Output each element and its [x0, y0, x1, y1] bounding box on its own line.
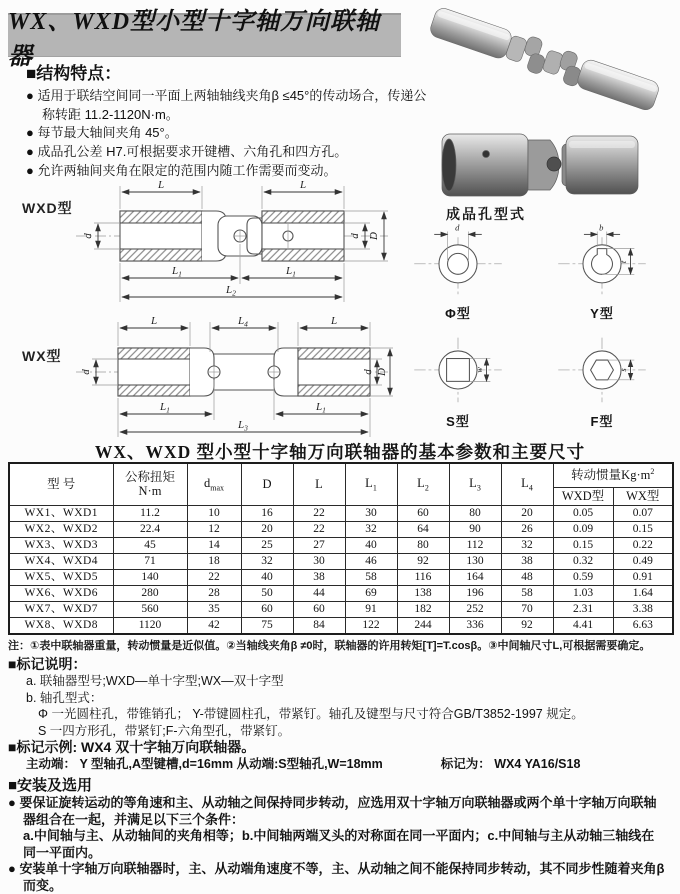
table-row [9, 617, 673, 634]
cell-L2: 80 [397, 537, 449, 553]
col-header-L1: $L_1$ [345, 463, 397, 505]
cell-L3: 164 [449, 569, 501, 585]
cell-inertia-wxd: 1.03 [553, 585, 613, 601]
hole-y-dim-t: t [617, 260, 628, 264]
wxd-dim-L1-right: $L_1$ [286, 265, 296, 279]
cell-model: WX2、WXD2 [9, 521, 113, 537]
cell-model: WX5、WXD5 [9, 569, 113, 585]
cell-dmax: 10 [187, 505, 241, 521]
cell-L1: 122 [345, 617, 397, 634]
marking-line-b1: Φ 一光圆柱孔，带锥销孔； Y-带键圆柱孔，带紧钉。轴孔及键型与尺寸符合GB/T3852-1997 规定。 [38, 707, 584, 721]
wx-drawing [48, 308, 393, 440]
features-section [26, 59, 432, 181]
cell-L4: 58 [501, 585, 553, 601]
wx-dim-L3: $L_3$ [238, 419, 248, 433]
hole-f-dim-s: s [617, 368, 628, 372]
marking-heading: ■标记说明： [8, 656, 87, 672]
install-heading: ■安装及选用 [8, 777, 93, 794]
marking-example-mark: 标记为： WX4 YA16/S18 [440, 757, 581, 771]
cell-inertia-wxd: 0.15 [553, 537, 613, 553]
hole-y-dim-b: b [599, 222, 604, 233]
table-row [9, 601, 673, 617]
cell-L1: 69 [345, 585, 397, 601]
col-header-inertia-wx: WX型 [613, 487, 673, 505]
col-header-L2: $L_2$ [397, 463, 449, 505]
col-header-torque: 公称扭矩 N·m [113, 463, 187, 505]
cell-inertia-wx: 0.15 [613, 521, 673, 537]
wxd-dim-L-right: L [300, 179, 307, 191]
page-title: WX、WXD型小型十字轴万向联轴器 [8, 8, 381, 70]
cell-L: 30 [293, 553, 345, 569]
cell-torque: 11.2 [113, 505, 187, 521]
cell-L4: 38 [501, 553, 553, 569]
hole-types-grid [386, 222, 674, 430]
cell-L4: 70 [501, 601, 553, 617]
hole-y-label: Y型 [590, 306, 614, 321]
col-header-inertia: 转动惯量$Kg\cdot m^2$ [553, 463, 673, 487]
cell-D: 50 [241, 585, 293, 601]
cell-dmax: 18 [187, 553, 241, 569]
cell-model: WX7、WXD7 [9, 601, 113, 617]
cell-inertia-wxd: 0.05 [553, 505, 613, 521]
cell-torque: 45 [113, 537, 187, 553]
wxd-dim-d-right: d [349, 233, 361, 239]
hole-types-heading: 成品孔型式 [446, 206, 526, 222]
marking-section [8, 656, 672, 773]
cell-inertia-wxd: 4.41 [553, 617, 613, 634]
cell-L4: 26 [501, 521, 553, 537]
product-photo-single-joint [438, 124, 643, 206]
cell-inertia-wxd: 0.32 [553, 553, 613, 569]
wxd-drawing-label: WXD型 [22, 200, 73, 216]
cell-L4: 20 [501, 505, 553, 521]
cell-L: 22 [293, 505, 345, 521]
cell-model: WX3、WXD3 [9, 537, 113, 553]
cell-D: 40 [241, 569, 293, 585]
feature-item: ● 适用于联结空间同一平面上两轴轴线夹角β ≤45°的传动场合，传递公称转距 11.2-1120N·m。 [26, 88, 427, 122]
col-header-dmax: $d_{max}$ [187, 463, 241, 505]
table-row [9, 553, 673, 569]
table-row [9, 521, 673, 537]
cell-inertia-wx: 3.38 [613, 601, 673, 617]
cell-L3: 252 [449, 601, 501, 617]
col-header-inertia-wxd: WXD型 [553, 487, 613, 505]
hole-type-y [530, 222, 674, 322]
cell-inertia-wx: 6.63 [613, 617, 673, 634]
cell-L2: 244 [397, 617, 449, 634]
table-note: 注：①表中联轴器重量，转动惯量是近似值。②当轴线夹角β ≠0时，联轴器的许用转矩[T]=T.cosβ。③中间轴尺寸L,可根据需要确定。 [8, 640, 651, 652]
cell-dmax: 12 [187, 521, 241, 537]
wx-drawing-label: WX型 [22, 348, 62, 364]
cell-D: 20 [241, 521, 293, 537]
wx-dim-L1-left: $L_1$ [160, 401, 170, 415]
cell-L: 38 [293, 569, 345, 585]
cell-L4: 92 [501, 617, 553, 634]
hole-phi-dim: d [455, 222, 460, 233]
hole-f-diagram [552, 330, 652, 408]
cell-L1: 58 [345, 569, 397, 585]
marking-example-line: 主动端： Y 型轴孔,A型键槽,d=16mm 从动端:S型轴孔,W=18mm [26, 757, 383, 771]
install-section [8, 777, 666, 894]
cell-inertia-wxd: 0.09 [553, 521, 613, 537]
cell-dmax: 22 [187, 569, 241, 585]
cell-inertia-wx: 0.91 [613, 569, 673, 585]
table-row [9, 537, 673, 553]
feature-item: ● 允许两轴间夹角在限定的范围内随工作需要而变动。 [26, 162, 337, 178]
cell-torque: 140 [113, 569, 187, 585]
hole-type-s [386, 330, 530, 430]
hole-f-label: F型 [590, 414, 614, 429]
col-header-L4: $L_4$ [501, 463, 553, 505]
feature-item: ● 成品孔公差 H7.可根据要求开键槽、六角孔和四方孔。 [26, 144, 348, 160]
cell-D: 32 [241, 553, 293, 569]
cell-L: 44 [293, 585, 345, 601]
feature-item: ● 每节最大轴间夹角 45°。 [26, 125, 178, 141]
cell-D: 25 [241, 537, 293, 553]
cell-dmax: 42 [187, 617, 241, 634]
cell-dmax: 28 [187, 585, 241, 601]
cell-L2: 64 [397, 521, 449, 537]
cell-L2: 60 [397, 505, 449, 521]
wxd-dim-D: D [368, 232, 380, 240]
table-row [9, 505, 673, 521]
table-header-row [9, 463, 673, 487]
cell-model: WX4、WXD4 [9, 553, 113, 569]
cell-inertia-wx: 0.22 [613, 537, 673, 553]
cell-L3: 196 [449, 585, 501, 601]
install-item: ● 要保证旋转运动的等角速和主、从动轴之间保持同步转动，应选用双十字轴万向联轴器或两个单十字轴万向联轴器组合在一起，并满足以下三个条件： [8, 795, 657, 827]
cell-D: 16 [241, 505, 293, 521]
cell-inertia-wxd: 2.31 [553, 601, 613, 617]
cell-L3: 112 [449, 537, 501, 553]
col-header-model: 型 号 [9, 463, 113, 505]
cell-L: 22 [293, 521, 345, 537]
cell-L3: 130 [449, 553, 501, 569]
cell-L2: 116 [397, 569, 449, 585]
col-header-L: L [293, 463, 345, 505]
wx-dim-L-left: L [151, 315, 158, 327]
cell-dmax: 14 [187, 537, 241, 553]
cell-L4: 32 [501, 537, 553, 553]
cell-torque: 280 [113, 585, 187, 601]
cell-L2: 92 [397, 553, 449, 569]
wxd-dim-L1-left: $L_1$ [172, 265, 182, 279]
cell-L2: 182 [397, 601, 449, 617]
marking-example-heading: ■标记示例: WX4 双十字轴万向联轴器。 [8, 739, 256, 755]
marking-line-b: b. 轴孔型式： [26, 690, 103, 705]
hole-s-label: S型 [446, 414, 470, 429]
cell-model: WX1、WXD1 [9, 505, 113, 521]
marking-line-b2: S 一四方形孔，带紧钉;F-六角型孔，带紧钉。 [38, 723, 291, 738]
cell-D: 75 [241, 617, 293, 634]
wxd-dim-L-left: L [158, 179, 165, 191]
install-item: ● 安装单十字轴万向联轴器时，主、从动端角速度不等，主、从动轴之间不能保持同步转动，其不同步性随着夹角β而变。 [8, 861, 665, 893]
cell-L: 60 [293, 601, 345, 617]
wx-dim-L4: $L_4$ [238, 315, 248, 329]
cell-model: WX6、WXD6 [9, 585, 113, 601]
page-title-bar [8, 8, 401, 70]
cell-dmax: 35 [187, 601, 241, 617]
marking-example-row [8, 756, 672, 773]
wx-dim-d-right: d [362, 369, 374, 375]
cell-L3: 80 [449, 505, 501, 521]
cell-L2: 138 [397, 585, 449, 601]
cell-L: 84 [293, 617, 345, 634]
cell-L1: 40 [345, 537, 397, 553]
col-header-D: D [241, 463, 293, 505]
cell-L1: 91 [345, 601, 397, 617]
install-item-conditions: a.中间轴与主、从动轴间的夹角相等；b.中间轴两端叉头的对称面在同一平面内；c.中间轴与主从动轴三轴线在同一平面内。 [23, 828, 655, 860]
wxd-dim-L2: $L_2$ [226, 284, 236, 298]
cell-model: WX8、WXD8 [9, 617, 113, 634]
wxd-dim-d-left: d [82, 233, 94, 239]
hole-type-phi [386, 222, 530, 322]
cell-D: 60 [241, 601, 293, 617]
cell-L1: 30 [345, 505, 397, 521]
parameters-table [8, 462, 674, 635]
product-photo-double-joint [428, 2, 673, 124]
hole-s-dim-w: w [473, 367, 484, 373]
wx-dim-L-right: L [331, 315, 338, 327]
hole-phi-label: Φ型 [445, 306, 471, 321]
cell-L4: 48 [501, 569, 553, 585]
cell-L1: 46 [345, 553, 397, 569]
wxd-drawing [48, 166, 393, 311]
cell-torque: 22.4 [113, 521, 187, 537]
hole-y-diagram [552, 222, 652, 300]
cell-inertia-wx: 0.49 [613, 553, 673, 569]
hole-phi-diagram [408, 222, 508, 300]
table-title: WX、WXD 型小型十字轴万向联轴器的基本参数和主要尺寸 [94, 442, 586, 462]
cell-torque: 71 [113, 553, 187, 569]
hole-s-diagram [408, 330, 508, 408]
cell-inertia-wxd: 0.59 [553, 569, 613, 585]
cell-inertia-wx: 1.64 [613, 585, 673, 601]
cell-L1: 32 [345, 521, 397, 537]
features-heading: ■结构特点： [26, 64, 122, 83]
cell-L3: 90 [449, 521, 501, 537]
cell-torque: 1120 [113, 617, 187, 634]
table-row [9, 585, 673, 601]
hole-type-f [530, 330, 674, 430]
wx-dim-d-left: d [80, 369, 92, 375]
col-header-L3: $L_3$ [449, 463, 501, 505]
cell-L: 27 [293, 537, 345, 553]
wx-dim-D: D [376, 368, 388, 376]
wx-dim-L1-right: $L_1$ [316, 401, 326, 415]
cell-L3: 336 [449, 617, 501, 634]
cell-inertia-wx: 0.07 [613, 505, 673, 521]
marking-line-a: a. 联轴器型号;WXD—单十字型;WX—双十字型 [26, 674, 284, 688]
cell-torque: 560 [113, 601, 187, 617]
table-row [9, 569, 673, 585]
